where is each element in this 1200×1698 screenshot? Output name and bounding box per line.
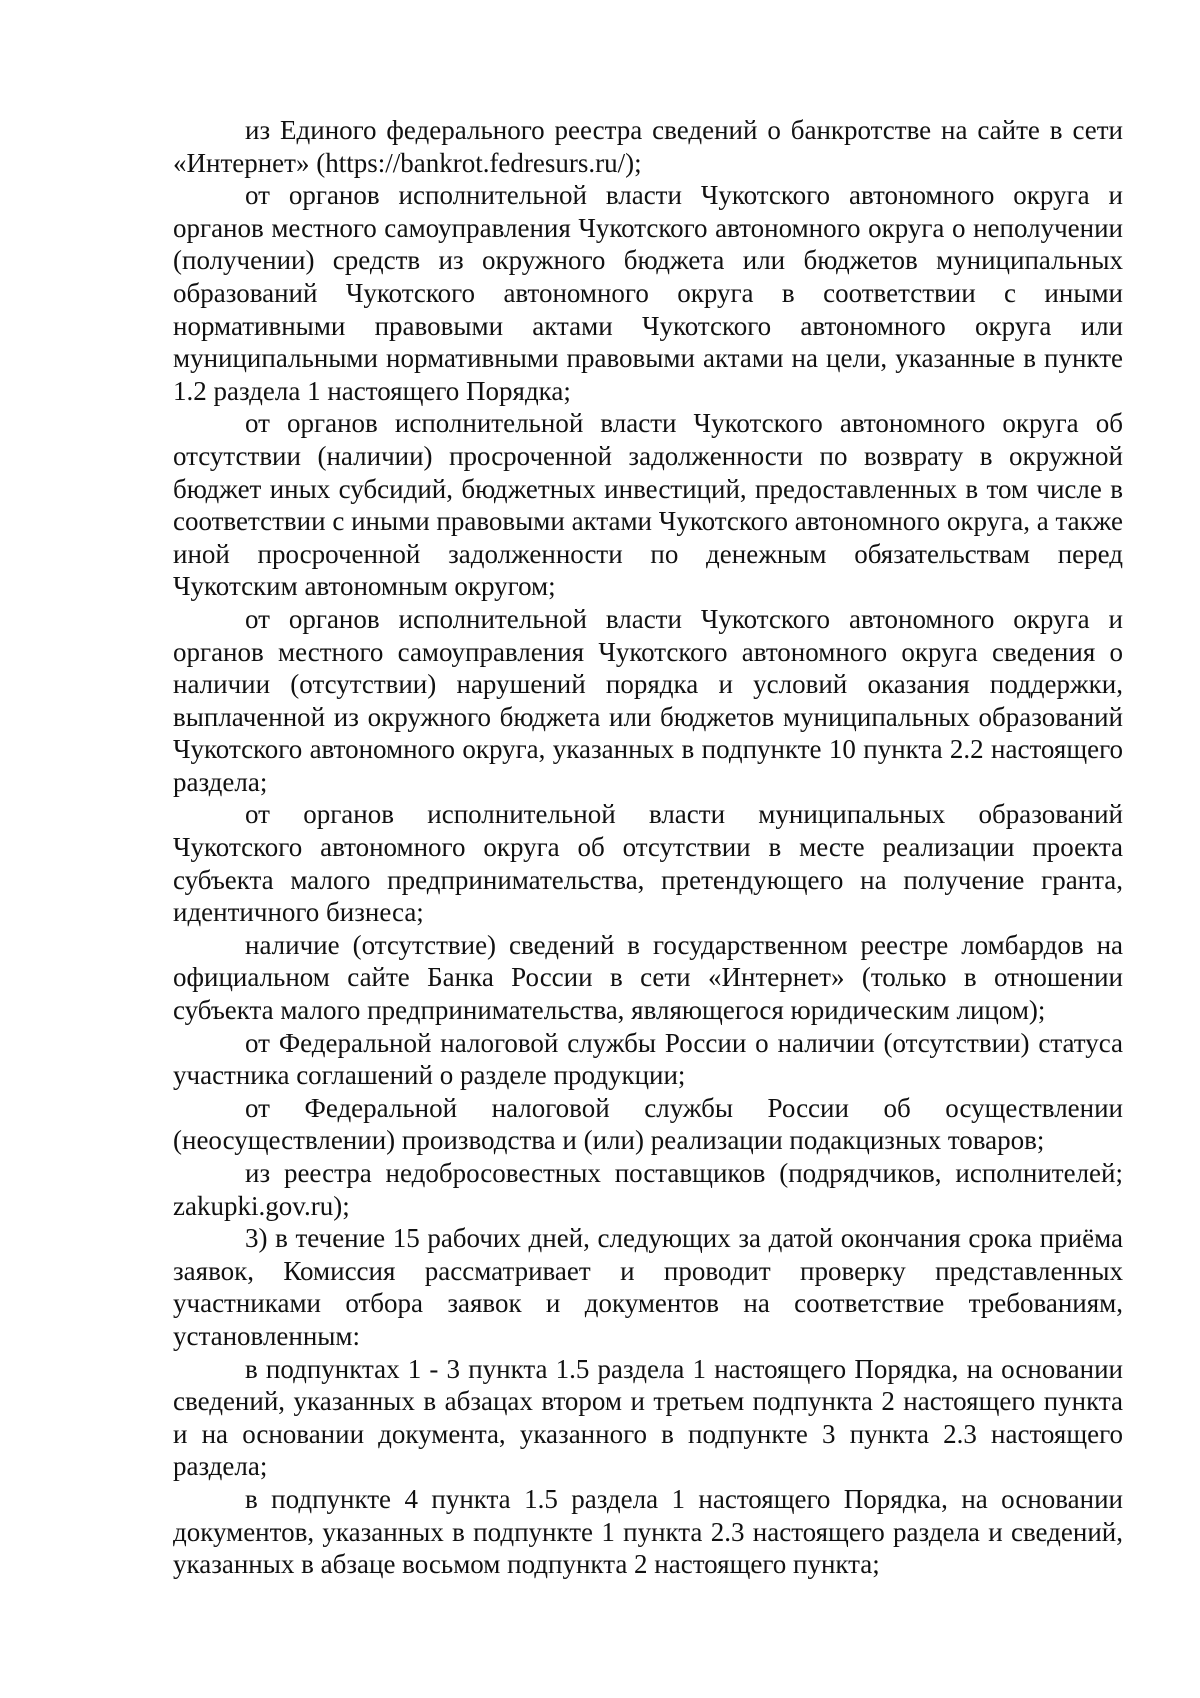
paragraph-production-sharing: от Федеральной налоговой службы России о наличии (отсутствии) статуса участника соглашений о разделе продукции; <box>173 1027 1123 1091</box>
paragraph-subitem-4: в подпункте 4 пункта 1.5 раздела 1 настоящего Порядка, на основании документов, указанных в подпункте 1 пункта 2.3 настоящего раздела и сведений, указанных в абзаце восьмом подпункта 2 настоящего пункта; <box>173 1483 1123 1580</box>
paragraph-support-violations: от органов исполнительной власти Чукотского автономного округа и органов местного самоуправления Чукотского автономного округа сведения о наличии (отсутствии) нарушений порядка и условий оказания поддержки, выплаченной из окружного бюджета или бюджетов муниципальных образований Чукотского автономного округа, указанных в подпункте 10 пункта 2.2 настоящего раздела; <box>173 603 1123 797</box>
paragraph-excise-goods: от Федеральной налоговой службы России об осуществлении (неосуществлении) производства и (или) реализации подакцизных товаров; <box>173 1092 1123 1156</box>
paragraph-bankruptcy-registry: из Единого федерального реестра сведений о банкротстве на сайте в сети «Интернет» (https://bankrot.fedresurs.ru/); <box>173 115 1123 178</box>
paragraph-funds-receipt: от органов исполнительной власти Чукотского автономного округа и органов местного самоуправления Чукотского автономного округа о неполучении (получении) средств из окружного бюджета или бюджетов муниципальных образований Чукотского автономного округа в соответствии с иными нормативными правовыми актами Чукотского автономного округа или муниципальными нормативными правовыми актами на цели, указанные в пункте 1.2 раздела 1 настоящего Порядка; <box>173 180 1123 406</box>
paragraph-commission-review: 3) в течение 15 рабочих дней, следующих за датой окончания срока приёма заявок, Комиссия рассматривает и проводит проверку представленных участниками отбора заявок и документов на соответствие требованиям, установленным: <box>173 1223 1123 1351</box>
paragraph-pawnshop-registry: наличие (отсутствие) сведений в государственном реестре ломбардов на официальном сайте Банка России в сети «Интернет» (только в отношении субъекта малого предпринимательства, являющегося юридическим лицом); <box>173 929 1123 1026</box>
paragraph-identical-business: от органов исполнительной власти муниципальных образований Чукотского автономного округа об отсутствии в месте реализации проекта субъекта малого предпринимательства, претендующего на получение гранта, идентичного бизнеса; <box>173 799 1123 928</box>
paragraph-subitems-1-3: в подпунктах 1 - 3 пункта 1.5 раздела 1 настоящего Порядка, на основании сведений, указанных в абзацах втором и третьем подпункта 2 настоящего пункта и на основании документа, указанного в подпункте 3 пункта 2.3 настоящего раздела; <box>173 1353 1123 1482</box>
paragraph-overdue-debt: от органов исполнительной власти Чукотского автономного округа об отсутствии (наличии) просроченной задолженности по возврату в окружной бюджет иных субсидий, бюджетных инвестиций, предоставленных в том числе в соответствии с иными правовыми актами Чукотского автономного округа, а также иной просроченной задолженности по денежным обязательствам перед Чукотским автономным округом; <box>173 408 1123 602</box>
paragraph-unfair-suppliers: из реестра недобросовестных поставщиков (подрядчиков, исполнителей; zakupki.gov.ru); <box>173 1158 1123 1221</box>
document-body <box>173 114 1123 1581</box>
